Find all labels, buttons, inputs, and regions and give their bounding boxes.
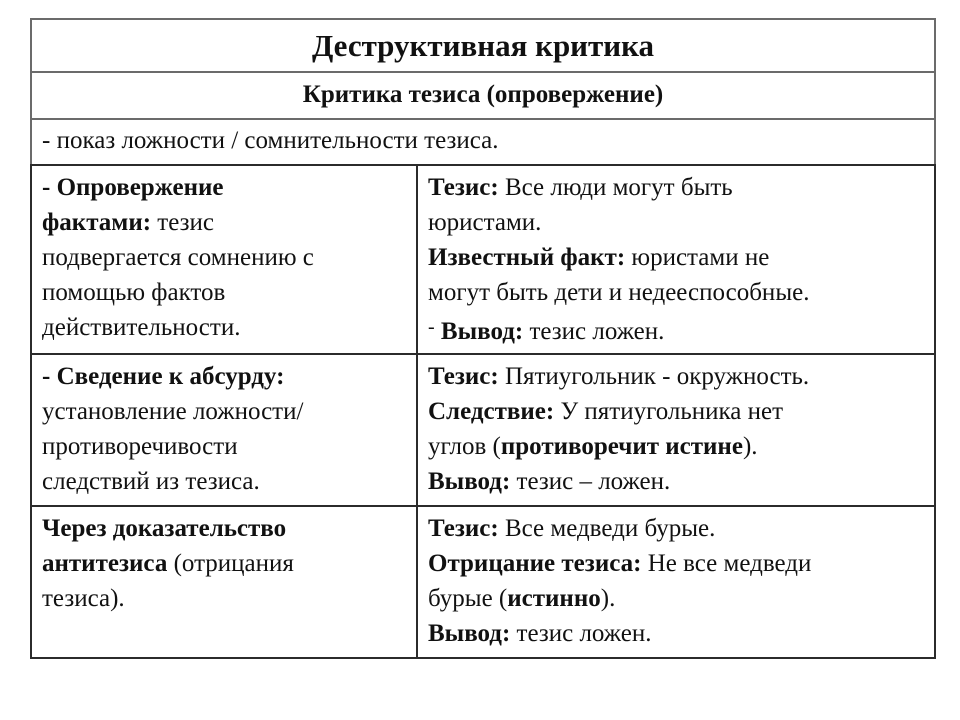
cell-text: (отрицания — [167, 550, 294, 577]
table-title: Деструктивная критика — [30, 18, 936, 73]
cell-text: углов ( — [428, 433, 501, 460]
method-cell-absurd — [31, 354, 417, 506]
cell-line: противоречивости — [42, 433, 238, 460]
bold-text: Тезис: — [428, 174, 499, 201]
cell-line: действительности. — [42, 314, 241, 341]
bold-text: Тезис: — [428, 515, 499, 542]
method-cell-facts — [31, 165, 417, 354]
bold-text: Вывод: — [434, 318, 524, 345]
cell-line: помощью фактов — [42, 279, 226, 306]
cell-line — [428, 310, 926, 349]
cell-line — [428, 464, 926, 499]
cell-line — [42, 511, 408, 546]
cell-line — [428, 429, 926, 464]
table-row — [31, 354, 935, 506]
cell-line — [42, 546, 408, 581]
cell-line: установление ложности/ — [42, 398, 304, 425]
bold-text: Следствие: — [428, 398, 555, 425]
cell-text: юристами не — [625, 244, 770, 271]
bold-text: противоречит истине — [500, 433, 743, 460]
cell-line — [42, 205, 408, 240]
table-description: - показ ложности / сомнительности тезиса. — [30, 120, 936, 166]
bold-text: Вывод: — [428, 620, 511, 647]
bold-text: Известный факт: — [428, 244, 626, 271]
bold-text: - Опровержение — [42, 174, 224, 201]
cell-text: тезис ложен. — [510, 620, 652, 647]
cell-text: тезис — [151, 209, 214, 236]
cell-line — [428, 170, 926, 205]
cell-line: следствий из тезиса. — [42, 468, 260, 495]
bold-text: антитезиса — [42, 550, 168, 577]
cell-line — [428, 359, 926, 394]
table-subtitle: Критика тезиса (опровержение) — [30, 73, 936, 120]
example-cell-antithesis — [417, 506, 935, 658]
cell-line — [428, 581, 926, 616]
cell-text: тезис – ложен. — [510, 468, 671, 495]
cell-line: могут быть дети и недееспособные. — [428, 279, 810, 306]
methods-grid — [30, 164, 936, 659]
cell-text: Все медведи бурые. — [498, 515, 716, 542]
cell-text: Все люди могут быть — [498, 174, 733, 201]
cell-line — [428, 394, 926, 429]
bold-text: Вывод: — [428, 468, 511, 495]
bold-text: истинно — [507, 585, 601, 612]
example-cell-facts — [417, 165, 935, 354]
table-row — [31, 165, 935, 354]
table-row — [31, 506, 935, 658]
bold-text: - Сведение к абсурду: — [42, 363, 285, 390]
dash-mark: - — [428, 316, 435, 338]
cell-text: У пятиугольника нет — [554, 398, 784, 425]
cell-line: тезиса). — [42, 585, 125, 612]
bold-text: Тезис: — [428, 363, 499, 390]
bold-text: Отрицание тезиса: — [428, 550, 642, 577]
cell-line — [42, 170, 408, 205]
cell-text: Пятиугольник - окружность. — [498, 363, 810, 390]
cell-line: юристами. — [428, 209, 542, 236]
cell-line — [428, 546, 926, 581]
cell-line — [42, 359, 408, 394]
critique-table — [30, 18, 936, 652]
cell-text: ). — [742, 433, 758, 460]
bold-text: Через доказательство — [42, 515, 287, 542]
cell-text: ). — [600, 585, 616, 612]
cell-text: тезис ложен. — [523, 318, 665, 345]
cell-text: бурые ( — [428, 585, 508, 612]
cell-line — [428, 240, 926, 275]
cell-line — [428, 616, 926, 651]
example-cell-absurd — [417, 354, 935, 506]
bold-text: фактами: — [42, 209, 152, 236]
cell-text: Не все медведи — [641, 550, 812, 577]
method-cell-antithesis — [31, 506, 417, 658]
cell-line: подвергается сомнению с — [42, 244, 314, 271]
cell-line — [428, 511, 926, 546]
